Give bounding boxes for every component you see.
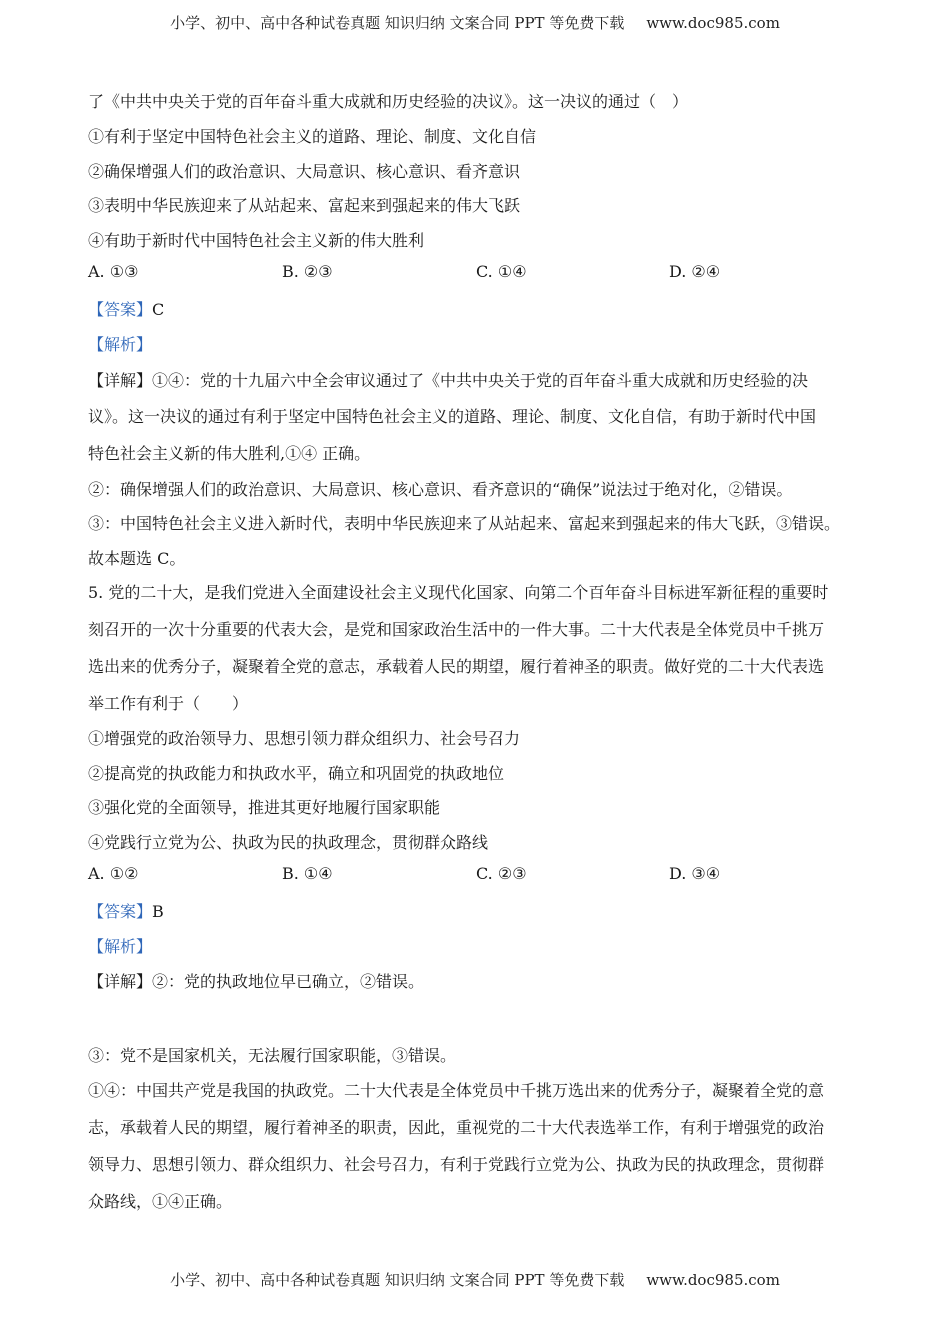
page-footer	[0, 1269, 950, 1290]
q4-detail-2: 议》。这一决议的通过有利于坚定中国特色社会主义的道路、理论、制度、文化自信，有助于新时代中国	[88, 407, 817, 426]
q4-detail-6: 故本题选 C。	[88, 549, 186, 568]
q4-detail-5: ③：中国特色社会主义进入新时代，表明中华民族迎来了从站起来、富起来到强起来的伟大飞跃，③错误。	[88, 514, 841, 533]
q5-item-3: ③强化党的全面领导，推进其更好地履行国家职能	[88, 798, 441, 817]
q4-analysis-label: 【解析】	[88, 335, 153, 354]
q5-stem-3: 选出来的优秀分子，凝聚着全党的意志，承载着人民的期望，履行着神圣的职责。做好党的二十大代表选	[88, 657, 825, 676]
q4-option-d: D. ②④	[669, 262, 721, 281]
q5-detail-3: ①④：中国共产党是我国的执政党。二十大代表是全体党员中千挑万选出来的优秀分子，凝聚着全党的意	[88, 1081, 825, 1100]
q5-answer	[88, 899, 164, 922]
footer-url: www.doc985.com	[646, 1271, 780, 1289]
q4-item-2: ②确保增强人们的政治意识、大局意识、核心意识、看齐意识	[88, 162, 521, 181]
q5-stem-2: 刻召开的一次十分重要的代表大会，是党和国家政治生活中的一件大事。二十大代表是全体党员中千挑万	[88, 620, 825, 639]
q5-item-1: ①增强党的政治领导力、思想引领力群众组织力、社会号召力	[88, 729, 521, 748]
q4-detail-3: 特色社会主义新的伟大胜利,①④ 正确。	[88, 444, 371, 463]
answer-value: C	[152, 300, 165, 319]
q4-answer	[88, 297, 164, 320]
q5-option-d: D. ③④	[669, 864, 721, 883]
detail-text: ②：党的执政地位早已确立，②错误。	[152, 972, 425, 991]
answer-value: B	[152, 902, 164, 921]
q5-item-4: ④党践行立党为公、执政为民的执政理念，贯彻群众路线	[88, 833, 489, 852]
q4-stem-tail: 了《中共中央关于党的百年奋斗重大成就和历史经验的决议》。这一决议的通过（ ）	[88, 92, 689, 111]
answer-label: 【答案】	[88, 300, 153, 319]
q5-detail-4: 志，承载着人民的期望，履行着神圣的职责，因此，重视党的二十大代表选举工作，有利于增强党的政治	[88, 1118, 825, 1137]
q4-item-1: ①有利于坚定中国特色社会主义的道路、理论、制度、文化自信	[88, 127, 537, 146]
q4-option-b: B. ②③	[282, 262, 333, 281]
header-url: www.doc985.com	[646, 14, 780, 32]
detail-label: 【详解】	[88, 972, 153, 991]
detail-text: ①④：党的十九届六中全会审议通过了《中共中央关于党的百年奋斗重大成就和历史经验的决	[152, 371, 809, 390]
q4-detail-1	[88, 368, 808, 391]
q5-detail-2: ③：党不是国家机关，无法履行国家职能，③错误。	[88, 1046, 457, 1065]
q4-detail-4: ②：确保增强人们的政治意识、大局意识、核心意识、看齐意识的“确保”说法过于绝对化，②错误。	[88, 480, 793, 499]
q5-option-c: C. ②③	[476, 864, 527, 883]
q5-item-2: ②提高党的执政能力和执政水平，确立和巩固党的执政地位	[88, 764, 505, 783]
q5-stem-4: 举工作有利于（ ）	[88, 694, 249, 713]
q4-item-3: ③表明中华民族迎来了从站起来、富起来到强起来的伟大飞跃	[88, 196, 521, 215]
q5-option-b: B. ①④	[282, 864, 333, 883]
page-header	[0, 12, 950, 33]
q5-detail-6: 众路线，①④正确。	[88, 1192, 233, 1211]
answer-label: 【答案】	[88, 902, 153, 921]
header-text: 小学、初中、高中各种试卷真题 知识归纳 文案合同 PPT 等免费下载	[170, 14, 625, 32]
q4-item-4: ④有助于新时代中国特色社会主义新的伟大胜利	[88, 231, 425, 250]
detail-label: 【详解】	[88, 371, 153, 390]
q5-analysis-label: 【解析】	[88, 937, 153, 956]
q4-option-c: C. ①④	[476, 262, 527, 281]
q4-option-a: A. ①③	[88, 262, 139, 281]
q5-detail-1	[88, 969, 424, 992]
footer-text: 小学、初中、高中各种试卷真题 知识归纳 文案合同 PPT 等免费下载	[170, 1271, 625, 1289]
q5-detail-5: 领导力、思想引领力、群众组织力、社会号召力，有利于党践行立党为公、执政为民的执政理念，贯彻群	[88, 1155, 825, 1174]
q5-stem-1: 5. 党的二十大，是我们党进入全面建设社会主义现代化国家、向第二个百年奋斗目标进军新征程的重要时	[88, 583, 829, 602]
q5-option-a: A. ①②	[88, 864, 139, 883]
